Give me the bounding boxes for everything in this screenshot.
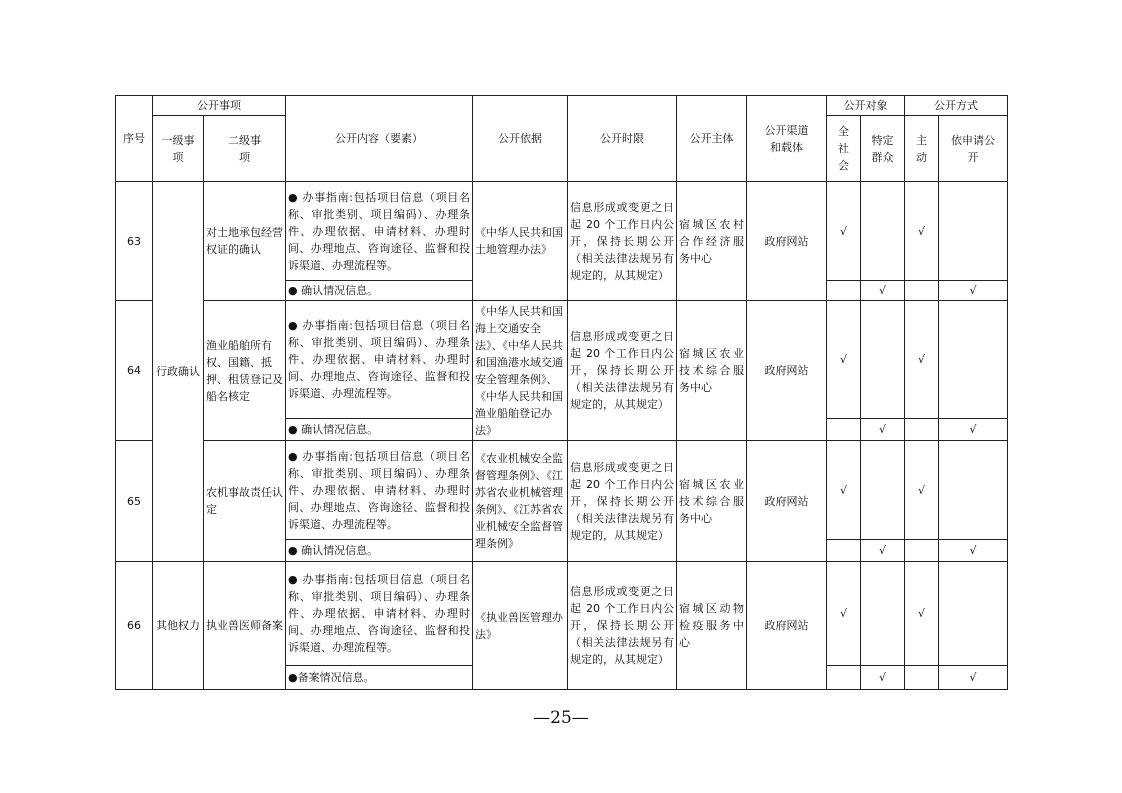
check-active bbox=[905, 540, 939, 562]
header-channel: 公开渠道和载体 bbox=[747, 96, 827, 182]
check-request bbox=[939, 562, 1008, 666]
header-level2: 二级事项 bbox=[204, 116, 286, 182]
check-specific bbox=[861, 441, 905, 540]
check-specific: √ bbox=[861, 281, 905, 301]
check-active: √ bbox=[905, 182, 939, 281]
check-all: √ bbox=[827, 182, 861, 281]
table-row bbox=[116, 562, 1008, 666]
row-seq: 66 bbox=[116, 562, 153, 690]
check-active: √ bbox=[905, 301, 939, 419]
content-guide: ● 办事指南:包括项目信息（项目名称、审批类别、项目编码）、办理条件、办理依据、申请材料、办理时间、办理地点、咨询途径、监督和投诉渠道、办理流程等。 bbox=[286, 441, 473, 540]
header-basis: 公开依据 bbox=[473, 96, 568, 182]
header-content: 公开内容（要素） bbox=[286, 96, 473, 182]
check-specific: √ bbox=[861, 419, 905, 441]
basis-cell: 《中华人民共和国海上交通安全法》、《中华人民共和国渔港水域交通安全管理条例》、《中华人民共和国渔业船舶登记办法》 bbox=[473, 301, 568, 441]
subject-cell: 宿城区农业技术综合服务中心 bbox=[677, 441, 747, 562]
content-guide: ● 办事指南:包括项目信息（项目名称、审批类别、项目编码）、办理条件、办理依据、申请材料、办理时间、办理地点、咨询途径、监督和投诉渠道、办理流程等。 bbox=[286, 562, 473, 666]
content-sub: ● 确认情况信息。 bbox=[286, 540, 473, 562]
header-audience: 公开对象 bbox=[827, 96, 905, 116]
check-active bbox=[905, 281, 939, 301]
header-audience-specific: 特定群众 bbox=[861, 116, 905, 182]
check-all: √ bbox=[827, 562, 861, 666]
check-request: √ bbox=[939, 419, 1008, 441]
level1-cell: 其他权力 bbox=[153, 562, 204, 690]
check-all: √ bbox=[827, 301, 861, 419]
level1-cell: 行政确认 bbox=[153, 182, 204, 562]
content-sub: ● 确认情况信息。 bbox=[286, 419, 473, 441]
content-guide: ● 办事指南:包括项目信息（项目名称、审批类别、项目编码）、办理条件、办理依据、申请材料、办理时间、办理地点、咨询途径、监督和投诉渠道、办理流程等。 bbox=[286, 182, 473, 281]
channel-cell: 政府网站 bbox=[747, 182, 827, 301]
check-request: √ bbox=[939, 281, 1008, 301]
deadline-cell: 信息形成或变更之日起 20 个工作日内公开，保持长期公开（相关法律法规另有规定的，从其规定） bbox=[568, 182, 677, 301]
header-method-active: 主动 bbox=[905, 116, 939, 182]
content-sub: ●备案情况信息。 bbox=[286, 666, 473, 690]
content-sub: ● 确认情况信息。 bbox=[286, 281, 473, 301]
header-method-request: 依申请公开 bbox=[939, 116, 1008, 182]
level2-cell: 执业兽医师备案 bbox=[204, 562, 286, 690]
table-row bbox=[116, 182, 1008, 281]
subject-cell: 宿城区农村合作经济服务中心 bbox=[677, 182, 747, 301]
check-active: √ bbox=[905, 441, 939, 540]
channel-cell: 政府网站 bbox=[747, 562, 827, 690]
header-level1: 一级事项 bbox=[153, 116, 204, 182]
deadline-cell: 信息形成或变更之日起 20 个工作日内公开，保持长期公开（相关法律法规另有规定的，从其规定） bbox=[568, 441, 677, 562]
header-audience-all: 全社会 bbox=[827, 116, 861, 182]
table-row bbox=[116, 441, 1008, 540]
channel-cell: 政府网站 bbox=[747, 441, 827, 562]
check-active: √ bbox=[905, 562, 939, 666]
deadline-cell: 信息形成或变更之日起 20 个工作日内公开，保持长期公开（相关法律法规另有规定的，从其规定） bbox=[568, 301, 677, 441]
check-request bbox=[939, 441, 1008, 540]
check-specific bbox=[861, 301, 905, 419]
header-method: 公开方式 bbox=[905, 96, 1008, 116]
table-row bbox=[116, 301, 1008, 419]
check-specific: √ bbox=[861, 666, 905, 690]
page-number: —25— bbox=[533, 708, 589, 728]
check-specific bbox=[861, 182, 905, 281]
level2-cell: 对土地承包经营权证的确认 bbox=[204, 182, 286, 301]
check-request bbox=[939, 182, 1008, 281]
level2-cell: 农机事故责任认定 bbox=[204, 441, 286, 562]
check-all bbox=[827, 281, 861, 301]
check-specific bbox=[861, 562, 905, 666]
check-request: √ bbox=[939, 666, 1008, 690]
check-specific: √ bbox=[861, 540, 905, 562]
check-active bbox=[905, 666, 939, 690]
check-all bbox=[827, 666, 861, 690]
basis-cell: 《执业兽医管理办法》 bbox=[473, 562, 568, 690]
subject-cell: 宿城区农业技术综合服务中心 bbox=[677, 301, 747, 441]
level2-cell: 渔业船舶所有权、国籍、抵押、租赁登记及船名核定 bbox=[204, 301, 286, 441]
content-guide: ● 办事指南:包括项目信息（项目名称、审批类别、项目编码）、办理条件、办理依据、申请材料、办理时间、办理地点、咨询途径、监督和投诉渠道、办理流程等。 bbox=[286, 301, 473, 419]
header-seq: 序号 bbox=[116, 96, 153, 182]
deadline-cell: 信息形成或变更之日起 20 个工作日内公开，保持长期公开（相关法律法规另有规定的，从其规定） bbox=[568, 562, 677, 690]
header-subject: 公开主体 bbox=[677, 96, 747, 182]
check-request: √ bbox=[939, 540, 1008, 562]
basis-cell: 《中华人民共和国土地管理办法》 bbox=[473, 182, 568, 301]
header-matter: 公开事项 bbox=[153, 96, 286, 116]
check-request bbox=[939, 301, 1008, 419]
row-seq: 65 bbox=[116, 441, 153, 562]
disclosure-table bbox=[115, 95, 1008, 690]
check-all: √ bbox=[827, 441, 861, 540]
row-seq: 64 bbox=[116, 301, 153, 441]
check-all bbox=[827, 540, 861, 562]
channel-cell: 政府网站 bbox=[747, 301, 827, 441]
check-all bbox=[827, 419, 861, 441]
check-active bbox=[905, 419, 939, 441]
subject-cell: 宿城区动物检疫服务中心 bbox=[677, 562, 747, 690]
basis-cell: 《农业机械安全监督管理条例》、《江苏省农业机械管理条例》、《江苏省农业机械安全监督管理条例》 bbox=[473, 441, 568, 562]
header-deadline: 公开时限 bbox=[568, 96, 677, 182]
row-seq: 63 bbox=[116, 182, 153, 301]
